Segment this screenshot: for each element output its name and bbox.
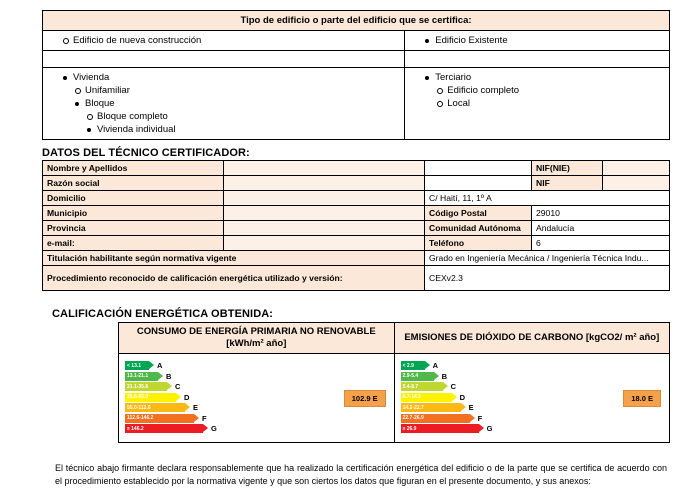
technician-table: [42, 160, 670, 291]
value-nif[interactable]: [603, 176, 670, 191]
scale-letter-a: A: [157, 361, 163, 371]
scale-value-f: 22.7-26.9: [402, 415, 424, 422]
scale-bar-a: [125, 361, 245, 370]
scale-bar-e: [401, 403, 521, 412]
scale-letter-b: B: [166, 371, 172, 381]
label-nif: NIF: [532, 176, 603, 191]
option-vivienda-individual[interactable]: Vivienda individual: [63, 123, 398, 136]
scale-bar-f: [401, 414, 521, 423]
scale-letter-d: D: [184, 392, 190, 402]
option-existing-building-label: Edificio Existente: [425, 34, 663, 47]
scale-value-e: 55.0-112.6: [127, 404, 151, 411]
label-telefono: Teléfono: [425, 236, 532, 251]
label-comunidad-autonoma: Comunidad Autónoma: [425, 221, 532, 236]
scale-value-a: < 2.9: [402, 362, 414, 369]
scale-value-f: 112.6-146.2: [127, 415, 154, 422]
table-row: [43, 176, 670, 191]
scale-value-c: 5.4-8.7: [402, 383, 419, 390]
value-titulacion[interactable]: Grado en Ingeniería Mecánica / Ingeniería Técnica Indu...: [425, 251, 670, 266]
scale-bar-c: [125, 382, 245, 391]
scale-letter-c: C: [175, 382, 181, 392]
scale-letter-e: E: [468, 403, 474, 413]
label-email: e-mail:: [43, 236, 224, 251]
scale-bar-a: [401, 361, 521, 370]
header-emisiones: EMISIONES DE DIÓXIDO DE CARBONO [kgCO2/ m² año]: [394, 323, 669, 354]
tertiary-options-cell: [405, 68, 670, 140]
option-edificio-completo[interactable]: Edificio completo: [425, 84, 663, 97]
label-codigo-postal: Código Postal: [425, 206, 532, 221]
building-type-status-row: [43, 31, 670, 51]
scale-bar-c: [401, 382, 521, 391]
value-procedimiento[interactable]: CEXv2.3: [425, 266, 670, 291]
label-provincia: Provincia: [43, 221, 224, 236]
value-provincia[interactable]: [224, 221, 425, 236]
scale-bar-e: [125, 403, 245, 412]
label-procedimiento: Procedimiento reconocido de calificación energética utilizado y versión:: [43, 266, 425, 291]
value-email[interactable]: [224, 236, 425, 251]
value-municipio[interactable]: [224, 206, 425, 221]
table-row: [43, 266, 670, 291]
consumo-cell: [119, 354, 395, 443]
scale-value-d: 8.7-14.2: [402, 394, 421, 401]
option-new-construction[interactable]: [43, 31, 405, 51]
label-municipio: Municipio: [43, 206, 224, 221]
value-nif-nie[interactable]: [603, 161, 670, 176]
table-row: [43, 191, 670, 206]
label-nombre: Nombre y Apellidos: [43, 161, 224, 176]
scale-bar-b: [125, 372, 245, 381]
value-comunidad-autonoma[interactable]: Andalucía: [532, 221, 670, 236]
option-existing-building[interactable]: [405, 31, 670, 51]
energy-rating-block: [118, 322, 670, 443]
value-nombre[interactable]: [224, 161, 425, 176]
value-nombre-ext[interactable]: [425, 161, 532, 176]
scale-value-g: ≥ 26.9: [402, 425, 417, 432]
technician-section-title: DATOS DEL TÉCNICO CERTIFICADOR:: [42, 147, 250, 159]
header-consumo: CONSUMO DE ENERGÍA PRIMARIA NO RENOVABLE [kWh/m² año]: [119, 323, 395, 354]
value-codigo-postal[interactable]: 29010: [532, 206, 670, 221]
declaration-paragraph: El técnico abajo firmante declara responsablemente que ha realizado la certificación energética del edificio o de la parte que se certifica de acuerdo con el procedimiento establecido por la normativa vigente y que son ciertos los datos que figuran en el presente documento, y sus anexos:: [55, 463, 667, 486]
emisiones-cell: [394, 354, 669, 443]
label-titulacion: Titulación habilitante según normativa vigente: [43, 251, 425, 266]
scale-bar-d: [125, 393, 245, 402]
scale-bar-b: [401, 372, 521, 381]
scale-bar-d: [401, 393, 521, 402]
value-razon-social-ext[interactable]: [425, 176, 532, 191]
building-type-options-row: [43, 68, 670, 140]
spacer-left: [43, 51, 405, 68]
label-razon-social: Razón social: [43, 176, 224, 191]
value-domicilio[interactable]: C/ Haití, 11, 1º A: [425, 191, 670, 206]
option-new-construction-label: Edificio de nueva construcción: [63, 34, 398, 47]
table-row: [43, 236, 670, 251]
residential-options-cell: [43, 68, 405, 140]
building-type-header-row: [43, 11, 670, 31]
option-terciario[interactable]: Terciario: [425, 71, 663, 84]
option-local[interactable]: Local: [425, 97, 663, 110]
label-domicilio: Domicilio: [43, 191, 224, 206]
value-domicilio-shade[interactable]: [224, 191, 425, 206]
scale-letter-d: D: [459, 392, 466, 402]
scale-letter-g: G: [486, 424, 493, 434]
option-unifamiliar[interactable]: Unifamiliar: [63, 84, 398, 97]
rating-section-title: CALIFICACIÓN ENERGÉTICA OBTENIDA:: [52, 308, 274, 320]
scale-value-b: 13.1-21.1: [127, 373, 149, 380]
energy-rating-header-row: [119, 323, 670, 354]
consumo-result-badge: 102.9 E: [344, 390, 386, 407]
building-type-spacer-row: [43, 51, 670, 68]
table-row: [43, 221, 670, 236]
scale-letter-f: F: [477, 413, 483, 423]
scale-value-b: 2.9-5.4: [402, 373, 419, 380]
scale-value-a: < 13.1: [127, 362, 142, 369]
building-type-table: [42, 10, 670, 140]
building-type-header: Tipo de edificio o parte del edificio que se certifica:: [43, 11, 670, 31]
emisiones-result-badge: 18.0 E: [623, 390, 661, 407]
scale-bar-g: [401, 424, 521, 433]
consumo-scale: [125, 361, 245, 435]
scale-value-g: ≥ 146.2: [127, 425, 144, 432]
scale-value-c: 21.1-35.6: [127, 383, 149, 390]
spacer-right: [405, 51, 670, 68]
scale-letter-b: B: [441, 371, 448, 381]
value-telefono[interactable]: 6: [532, 236, 670, 251]
label-nif-nie: NIF(NIE): [532, 161, 603, 176]
scale-letter-c: C: [450, 382, 457, 392]
energy-rating-body-row: [119, 354, 670, 443]
scale-value-e: 14.2-22.7: [402, 404, 424, 411]
scale-letter-g: G: [211, 424, 217, 434]
table-row: [43, 251, 670, 266]
energy-rating-table: [118, 322, 670, 443]
option-bloque-completo[interactable]: Bloque completo: [63, 110, 398, 123]
scale-letter-f: F: [202, 413, 207, 423]
scale-bar-f: [125, 414, 245, 423]
scale-letter-e: E: [193, 403, 199, 413]
emisiones-scale: [401, 361, 521, 435]
option-bloque[interactable]: Bloque: [63, 97, 398, 110]
scale-bar-g: [125, 424, 245, 433]
scale-letter-a: A: [432, 361, 439, 371]
value-razon-social[interactable]: [224, 176, 425, 191]
option-vivienda[interactable]: Vivienda: [63, 71, 398, 84]
scale-value-d: 35.6-55.0: [127, 394, 149, 401]
table-row: [43, 161, 670, 176]
table-row: [43, 206, 670, 221]
